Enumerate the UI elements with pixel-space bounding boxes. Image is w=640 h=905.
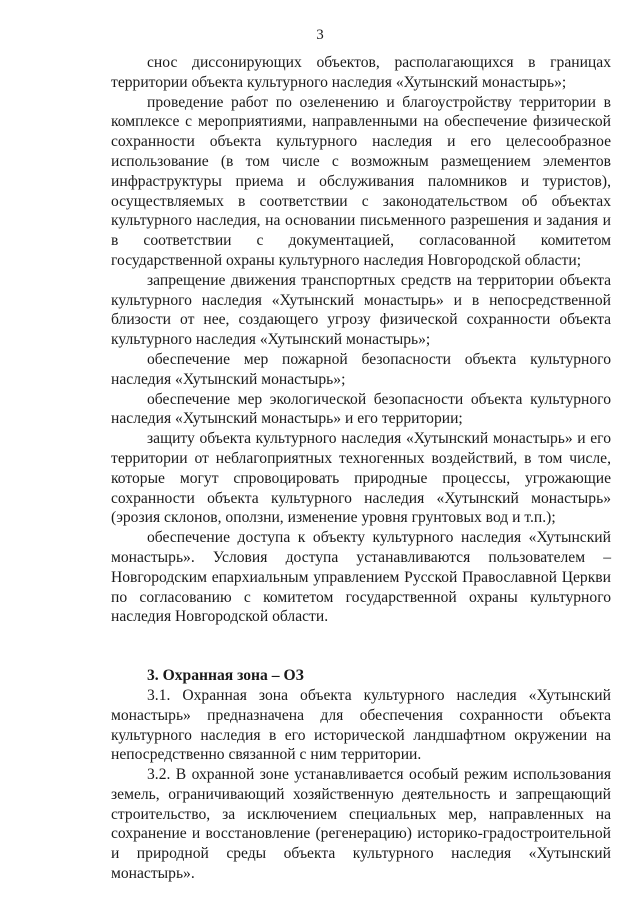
section-paragraph-3-2: 3.2. В охранной зоне устанавливается особый режим использования земель, ограничивающий хозяйственную деятельность и запрещающий строительство, за исключением специальных мер, направленных на сохранение и восстановление (регенерацию) историко-градостроительной и природной среды объекта культурного наследия «Хутынский монастырь». xyxy=(111,766,611,883)
paragraph-landscaping: проведение работ по озеленению и благоустройству территории в комплексе с мероприятиями, направленными на обеспечение физической сохранности объекта культурного наследия и его целесообразное использование (в том числе с возможным размещением элементов инфраструктуры приема и обслуживания паломников и туристов), осуществляемых в соответствии с законодательством об объектах культурного наследия, на основании письменного разрешения и задания и в соответствии с документацией, согласованной комитетом государственной охраны культурного наследия Новгородской области; xyxy=(111,93,611,269)
section-paragraph-3-1: 3.1. Охранная зона объекта культурного наследия «Хутынский монастырь» предназначена для обеспечения сохранности объекта культурного наследия в его исторической ландшафтном окружении на непосредственно связанной с ним территории. xyxy=(111,686,611,764)
paragraph-fire-safety: обеспечение мер пожарной безопасности объекта культурного наследия «Хутынский монастырь»; xyxy=(111,350,611,388)
paragraph-access: обеспечение доступа к объекту культурного наследия «Хутынский монастырь». Условия доступа устанавливаются пользователем – Новгородским епархиальным управлением Русской Православной Церкви по согласованию с комитетом государственной охраны культурного наследия Новгородской области. xyxy=(111,529,611,626)
document-body xyxy=(111,53,611,884)
paragraph-technogenic-protection: защиту объекта культурного наследия «Хутынский монастырь» и его территории от неблагоприятных техногенных воздействий, в том числе, которые могут спровоцировать природные процессы, угрожающие сохранности объекта культурного наследия «Хутынский монастырь» (эрозия склонов, оползни, изменение уровня грунтовых вод и т.п.); xyxy=(111,430,611,527)
paragraph-demolition: снос диссонирующих объектов, располагающихся в границах территории объекта культурного наследия «Хутынский монастырь»; xyxy=(111,54,611,91)
section-heading: 3. Охранная зона – ОЗ xyxy=(147,667,304,685)
paragraph-ecological-safety: обеспечение мер экологической безопасности объекта культурного наследия «Хутынский монастырь» и его территории; xyxy=(111,390,611,428)
paragraph-traffic-ban: запрещение движения транспортных средств на территории объекта культурного наследия «Хутынский монастырь» и в непосредственной близости от нее, создающего угрозу физической сохранности объекта культурного наследия «Хутынский монастырь»; xyxy=(111,271,611,349)
page-number: 3 xyxy=(316,27,324,43)
